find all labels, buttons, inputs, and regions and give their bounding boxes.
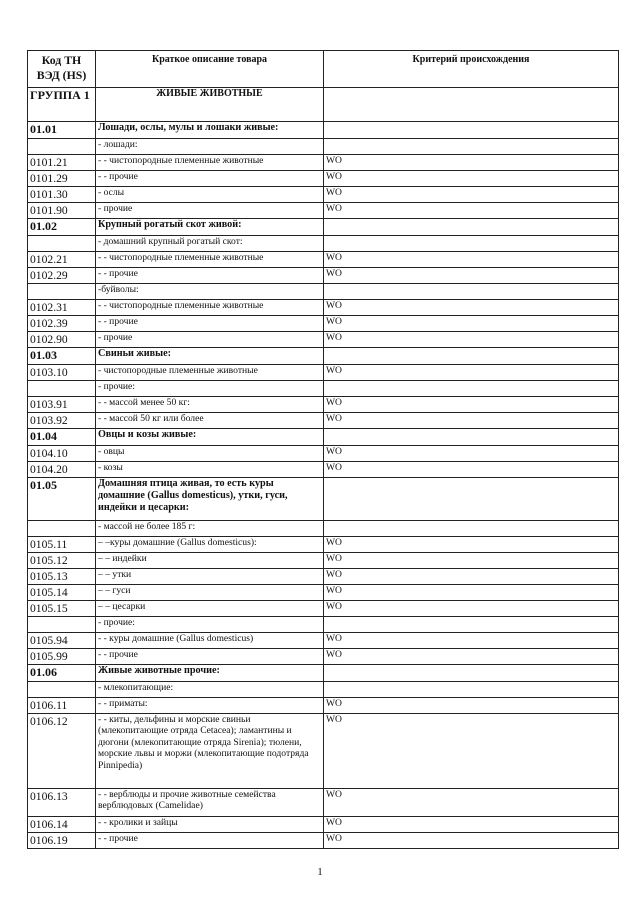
description-cell: - козы xyxy=(96,462,324,478)
description-cell: Крупный рогатый скот живой: xyxy=(96,219,324,236)
criterion-cell xyxy=(324,478,619,521)
description-cell: - - массой менее 50 кг: xyxy=(96,397,324,413)
description-cell: - - верблюды и прочие животные семейства верблюдовых (Camelidae) xyxy=(96,789,324,817)
hs-code-cell: 0102.90 xyxy=(28,332,96,348)
table-row xyxy=(28,300,619,316)
criterion-cell xyxy=(324,381,619,397)
goods-origin-table xyxy=(27,50,619,849)
criterion-cell xyxy=(324,139,619,155)
hs-code-cell: 01.05 xyxy=(28,478,96,521)
heading-row xyxy=(28,219,619,236)
description-cell: - чистопородные племенные животные xyxy=(96,365,324,381)
description-cell: - ослы xyxy=(96,187,324,203)
hs-code-cell: 0103.92 xyxy=(28,413,96,429)
table-row xyxy=(28,817,619,833)
hs-code-cell: 0105.11 xyxy=(28,537,96,553)
hs-code-cell: 01.06 xyxy=(28,665,96,682)
table-row xyxy=(28,413,619,429)
criterion-cell xyxy=(324,88,619,122)
table-row xyxy=(28,462,619,478)
description-cell: - массой не более 185 г: xyxy=(96,521,324,537)
hs-code-cell: 0103.91 xyxy=(28,397,96,413)
criterion-cell xyxy=(324,617,619,633)
hs-code-cell: 0104.20 xyxy=(28,462,96,478)
table-row xyxy=(28,155,619,171)
hs-code-cell: 0103.10 xyxy=(28,365,96,381)
criterion-cell: WO xyxy=(324,833,619,849)
table-row xyxy=(28,446,619,462)
table-row xyxy=(28,553,619,569)
hs-code-cell: 01.03 xyxy=(28,348,96,365)
hs-code-cell xyxy=(28,617,96,633)
table-row xyxy=(28,187,619,203)
subheading-row xyxy=(28,139,619,155)
criterion-cell: WO xyxy=(324,633,619,649)
description-cell: Живые животные прочие: xyxy=(96,665,324,682)
criterion-cell: WO xyxy=(324,714,619,789)
criterion-cell: WO xyxy=(324,300,619,316)
description-cell: Лошади, ослы, мулы и лошаки живые: xyxy=(96,122,324,139)
criterion-cell xyxy=(324,348,619,365)
criterion-cell: WO xyxy=(324,462,619,478)
criterion-cell xyxy=(324,219,619,236)
table-row xyxy=(28,365,619,381)
subheading-row xyxy=(28,284,619,300)
hs-code-cell: 0106.12 xyxy=(28,714,96,789)
table-row xyxy=(28,649,619,665)
description-cell: - - прочие xyxy=(96,268,324,284)
heading-row xyxy=(28,122,619,139)
criterion-cell: WO xyxy=(324,817,619,833)
criterion-cell: WO xyxy=(324,187,619,203)
heading-row xyxy=(28,429,619,446)
table-row xyxy=(28,397,619,413)
criterion-cell xyxy=(324,521,619,537)
hs-code-cell: 01.01 xyxy=(28,122,96,139)
subheading-row xyxy=(28,381,619,397)
criterion-cell xyxy=(324,682,619,698)
hs-code-cell: 0105.94 xyxy=(28,633,96,649)
hs-code-cell: 0106.19 xyxy=(28,833,96,849)
description-cell: Домашняя птица живая, то есть куры домашние (Gallus domesticus), утки, гуси, индейки и цесарки: xyxy=(96,478,324,521)
hs-code-cell xyxy=(28,381,96,397)
criterion-cell: WO xyxy=(324,537,619,553)
hs-code-cell: 0102.39 xyxy=(28,316,96,332)
criterion-cell: WO xyxy=(324,316,619,332)
description-cell: - прочие: xyxy=(96,617,324,633)
hs-code-cell: 0105.15 xyxy=(28,601,96,617)
heading-row xyxy=(28,478,619,521)
table-row xyxy=(28,789,619,817)
description-cell: – – утки xyxy=(96,569,324,585)
description-cell: – – гуси xyxy=(96,585,324,601)
hs-code-cell: 01.02 xyxy=(28,219,96,236)
hs-code-cell: 0101.90 xyxy=(28,203,96,219)
description-cell: - - кролики и зайцы xyxy=(96,817,324,833)
table-row xyxy=(28,714,619,789)
criterion-cell: WO xyxy=(324,789,619,817)
description-cell: - - чистопородные племенные животные xyxy=(96,300,324,316)
description-cell: - - прочие xyxy=(96,171,324,187)
description-cell: Свиньи живые: xyxy=(96,348,324,365)
description-cell: - - прочие xyxy=(96,649,324,665)
table-row xyxy=(28,171,619,187)
criterion-cell: WO xyxy=(324,649,619,665)
description-cell: - прочие xyxy=(96,203,324,219)
hs-code-cell: 0102.29 xyxy=(28,268,96,284)
header-description: Краткое описание товара xyxy=(96,51,324,88)
criterion-cell: WO xyxy=(324,553,619,569)
criterion-cell: WO xyxy=(324,569,619,585)
criterion-cell: WO xyxy=(324,155,619,171)
description-cell: - - прочие xyxy=(96,833,324,849)
table-row xyxy=(28,332,619,348)
hs-code-cell: 0106.13 xyxy=(28,789,96,817)
table-row xyxy=(28,537,619,553)
criterion-cell: WO xyxy=(324,446,619,462)
criterion-cell: WO xyxy=(324,332,619,348)
description-cell: - - чистопородные племенные животные xyxy=(96,252,324,268)
hs-code-cell: 0105.99 xyxy=(28,649,96,665)
subheading-row xyxy=(28,682,619,698)
table-row xyxy=(28,268,619,284)
hs-code-cell: 0101.30 xyxy=(28,187,96,203)
description-cell: - овцы xyxy=(96,446,324,462)
subheading-row xyxy=(28,521,619,537)
criterion-cell: WO xyxy=(324,585,619,601)
hs-code-cell: 0104.10 xyxy=(28,446,96,462)
description-cell: ЖИВЫЕ ЖИВОТНЫЕ xyxy=(96,88,324,122)
hs-code-cell: 0106.11 xyxy=(28,698,96,714)
table-row xyxy=(28,585,619,601)
subheading-row xyxy=(28,236,619,252)
subheading-row xyxy=(28,617,619,633)
description-cell: -буйволы: xyxy=(96,284,324,300)
description-cell: – – индейки xyxy=(96,553,324,569)
page-number: 1 xyxy=(317,866,323,878)
header-code: Код ТН ВЭД (HS) xyxy=(28,51,96,88)
description-cell: - - чистопородные племенные животные xyxy=(96,155,324,171)
hs-code-cell: 01.04 xyxy=(28,429,96,446)
description-cell: - домашний крупный рогатый скот: xyxy=(96,236,324,252)
table-row xyxy=(28,569,619,585)
description-cell: - - приматы: xyxy=(96,698,324,714)
hs-code-cell: 0106.14 xyxy=(28,817,96,833)
hs-code-cell xyxy=(28,236,96,252)
hs-code-cell: 0101.29 xyxy=(28,171,96,187)
description-cell: - - куры домашние (Gallus domesticus) xyxy=(96,633,324,649)
hs-code-cell: 0102.21 xyxy=(28,252,96,268)
table-row xyxy=(28,316,619,332)
description-cell: – –куры домашние (Gallus domesticus): xyxy=(96,537,324,553)
description-cell: - лошади: xyxy=(96,139,324,155)
hs-code-cell: 0105.14 xyxy=(28,585,96,601)
hs-code-cell: 0102.31 xyxy=(28,300,96,316)
criterion-cell: WO xyxy=(324,268,619,284)
hs-code-cell: 0105.12 xyxy=(28,553,96,569)
table-row xyxy=(28,252,619,268)
criterion-cell xyxy=(324,665,619,682)
description-cell: - прочие xyxy=(96,332,324,348)
description-cell: - - прочие xyxy=(96,316,324,332)
hs-code-cell xyxy=(28,139,96,155)
group-row xyxy=(28,88,619,122)
criterion-cell xyxy=(324,236,619,252)
table-header-row xyxy=(28,51,619,88)
table-row xyxy=(28,203,619,219)
criterion-cell xyxy=(324,122,619,139)
hs-code-cell xyxy=(28,284,96,300)
criterion-cell xyxy=(324,429,619,446)
criterion-cell: WO xyxy=(324,252,619,268)
criterion-cell: WO xyxy=(324,171,619,187)
hs-code-cell: ГРУППА 1 xyxy=(28,88,96,122)
table-row xyxy=(28,601,619,617)
description-cell: - - массой 50 кг или более xyxy=(96,413,324,429)
hs-code-cell: 0101.21 xyxy=(28,155,96,171)
header-criterion: Критерий происхождения xyxy=(324,51,619,88)
table-row xyxy=(28,833,619,849)
criterion-cell: WO xyxy=(324,397,619,413)
table-row xyxy=(28,633,619,649)
criterion-cell: WO xyxy=(324,601,619,617)
criterion-cell: WO xyxy=(324,413,619,429)
criterion-cell xyxy=(324,284,619,300)
heading-row xyxy=(28,348,619,365)
heading-row xyxy=(28,665,619,682)
description-cell: - млекопитающие: xyxy=(96,682,324,698)
description-cell: Овцы и козы живые: xyxy=(96,429,324,446)
hs-code-cell xyxy=(28,682,96,698)
criterion-cell: WO xyxy=(324,698,619,714)
description-cell: - - киты, дельфины и морские свиньи (млекопитающие отряда Cetacea); ламантины и дюгони (млекопитающие отряда Sirenia); тюлени, морские львы и моржи (млекопитающие подотряда Pinnipedia) xyxy=(96,714,324,789)
criterion-cell: WO xyxy=(324,365,619,381)
description-cell: - прочие: xyxy=(96,381,324,397)
description-cell: – – цесарки xyxy=(96,601,324,617)
hs-code-cell xyxy=(28,521,96,537)
criterion-cell: WO xyxy=(324,203,619,219)
table-row xyxy=(28,698,619,714)
hs-code-cell: 0105.13 xyxy=(28,569,96,585)
